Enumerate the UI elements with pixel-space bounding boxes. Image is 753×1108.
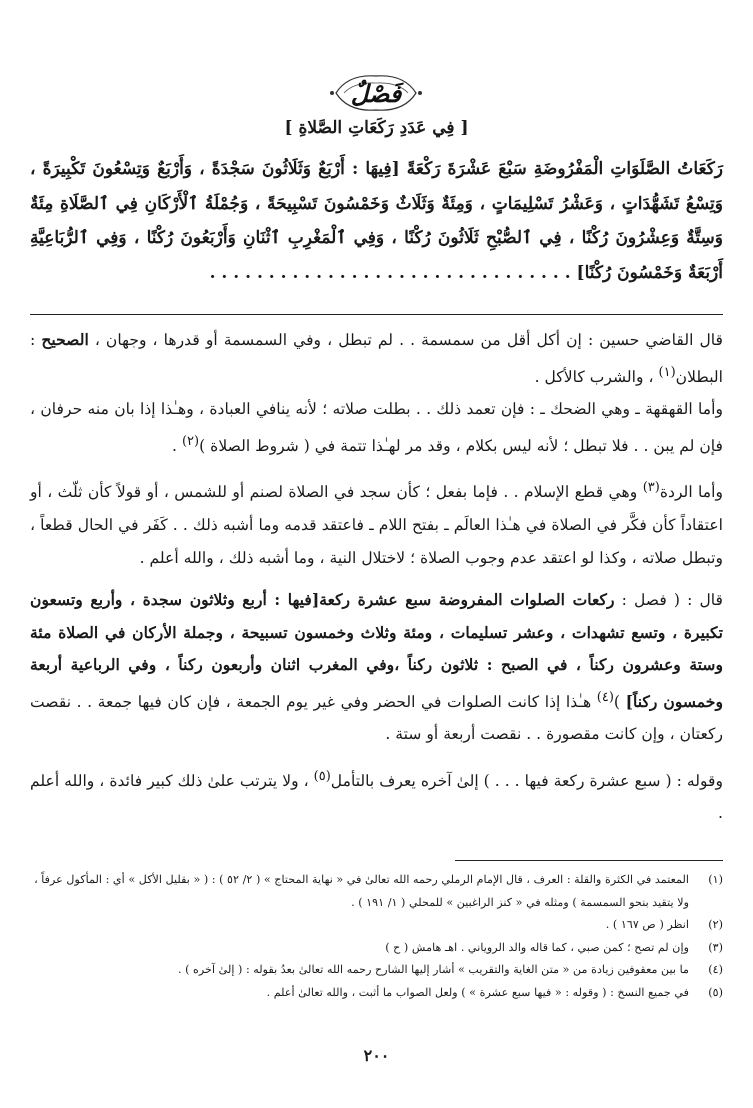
sharh-paragraph-1: [30, 324, 723, 393]
sharh-p4-text: قال : ( فصل :: [614, 591, 723, 610]
footnote-ref-2[interactable]: (٢): [181, 433, 200, 449]
footnote-number: (٣): [708, 940, 723, 954]
section-subheading: [ فِي عَدَدِ رَكَعَاتِ الصَّلاةِ ]: [284, 118, 469, 138]
sharh-paragraph-2: [30, 393, 723, 462]
footnote: [30, 959, 723, 982]
sharh-paragraph-4: [30, 584, 723, 751]
matn-text: [30, 152, 723, 290]
sharh-paragraph-3: [30, 472, 723, 574]
footnote-ref-3[interactable]: (٣): [642, 480, 660, 496]
footnote-number: (٤): [708, 963, 723, 976]
footnote-ref-5[interactable]: (٥): [313, 768, 331, 784]
sharh-p4-close: ): [613, 692, 626, 711]
footnote-text: ما بين معقوفين زيادة من « متن الغاية والتقريب » أشار إليها الشارح رحمه الله تعالىٰ بعدُ بقوله : ( إلىٰ آخره ) .: [177, 963, 689, 976]
footnote: [30, 869, 723, 914]
sharh-p2-text: وأما القهقهة ـ وهي الضحك ـ : فإن تعمد ذلك . . بطلت صلاته ؛ لأنه ينافي العبادة ، وهـٰذا إذا بان منه حرفان ، فإن لم يبن . . فلا تبطل ؛ لأنه ليس بكلام ، وقد مر لهـٰذا تتمة في ( شروط الصلاة ): [30, 400, 723, 455]
sharh-p1-bold: الصحيح: [41, 330, 89, 349]
sharh-p1-text-b: : البطلان: [30, 331, 723, 386]
footnote: [30, 914, 723, 937]
sharh-p5-text: وقوله : ( سبع عشرة ركعة فيها . . . ) إلىٰ آخره يعرف بالتأمل: [330, 771, 723, 790]
matn-paragraph: رَكَعَاتُ الصَّلَوَاتِ الْمَفْرُوضَةِ سَبْعَ عَشْرَةَ رَكْعَةً [فِيهَا : أَرْبَعٌ وَثَلَاثُونَ سَجْدَةً ، وَأَرْبَعٌ وَتِسْعُونَ تَكْبِيرَةً ، وَتِسْعُ تَشَهُّدَاتٍ ، وَعَشْرُ تَسْلِيمَاتٍ ، وَمِئَةٌ وَثَلَاثٌ وَخَمْسُونَ تَسْبِيحَةً ، وَجُمْلَةُ ٱلْأَرْكَانِ فِي ٱلصَّلَاةِ مِئَةٌ وَسِتَّةٌ وَعِشْرُونَ رُكْنًا ، فِي ٱلصُّبْحِ ثَلَاثُونَ رُكْنًا ، وَفِي ٱلْمَغْرِبِ ٱثْنَانِ وَأَرْبَعُونَ رُكْنًا ، وَفِي ٱلرُّبَاعِيَّةِ أَرْبَعَةٌ وَخَمْسُونَ رُكْنًا] . . . . . . . . . . . . . . . . . . . . . . . . . . . . . . .: [30, 159, 723, 283]
footnote-number: (٥): [708, 985, 723, 999]
footnote-divider: [455, 860, 723, 861]
sharh-p4-quoted-matn: ركعات الصلوات المفروضة سبع عشرة ركعة[فيها : أربع وثلاثون سجدة ، وأربع وتسعون تكبيرة ، وتسع تشهدات ، وعشر تسليمات ، ومئة وثلاث وخمسون تسبيحة ، وجملة الأركان في الصلاة مئة وستة وعشرون ركناً ، في الصبح : ثلاثون ركناً ،وفي المغرب اثنان وأربعون ركناً ، وفي الرباعية أربعة وخمسون ركناً]: [30, 590, 723, 711]
sharh-text: [30, 324, 723, 830]
sharh-p3-text: وأما الردة: [659, 483, 723, 502]
sharh-paragraph-5: [30, 761, 723, 830]
sharh-p2-end: .: [172, 436, 177, 455]
footnote-number: (١): [708, 873, 723, 886]
sharh-p1-text: قال القاضي حسين : إن أكل أقل من سمسمة . . لم تبطل ، وفي السمسمة أو قدرها ، وجهان ،: [94, 331, 723, 349]
main-divider: [30, 314, 723, 315]
sharh-p4-text-c: هـٰذا إذا كانت الصلوات في الحضر وفي غير يوم الجمعة ، فإن كان فيها جمعة . . نقصت ركعتان ، وإن كانت مقصورة . . نقصت أربعة أو ستة .: [30, 692, 723, 744]
footnote: [30, 937, 723, 960]
footnote-text: في جميع النسخ : ( وقوله : « فيها سبع عشرة » ) ولعل الصواب ما أثبت ، والله تعالىٰ أعلم .: [266, 985, 689, 999]
footnote-text: وإن لم تصح ؛ كمن صبي ، كما قاله والد الروياني . اهـ هامش ( ح ): [385, 940, 689, 954]
sharh-p5-text-b: ، ولا يترتب علىٰ ذلك كبير فائدة ، والله أعلم .: [30, 771, 723, 823]
footnote-ref-1[interactable]: (١): [658, 364, 676, 380]
footnote: [30, 982, 723, 1005]
footnote-text: المعتمد في الكثرة والقلة : العرف ، قال الإمام الرملي رحمه الله تعالىٰ في « نهاية المحتاج » ( ٢/ ٥٢ ) : ( « بقليل الأكل » أي : المأكول عرفاً ، ولا يتقيد بنحو السمسمة ) ومثله في « كنز الراغبين » للمحلي ( ١/ ١٩١ ) .: [34, 873, 689, 909]
footnote-ref-4[interactable]: (٤): [596, 689, 614, 705]
footnote-number: (٢): [708, 918, 723, 931]
footnote-text: انظر ( ص ١٦٧ ) .: [605, 918, 689, 931]
footnotes: [30, 869, 723, 1004]
chapter-ornament: [326, 70, 426, 116]
chapter-title: فَصْلٌ: [350, 78, 402, 108]
page-number: ٢٠٠: [363, 1046, 390, 1065]
sharh-p3-text-b: وهي قطع الإسلام . . فإما بفعل ؛ كأن سجد في الصلاة لصنم أو للشمس ، أو قولاً كأن ثلّث ، أو اعتقاداً كأن فكَّر في الصلاة في هـٰذا العالَم ـ بفتح اللام ـ فاعتقد قدمه وما أشبه ذلك . . كَفَر في الحال قطعاً ، وتبطل صلاته ، وكذا لو اعتقد عدم وجوب الصلاة ؛ لاختلال النية ، وما أشبه ذلك ، والله أعلم .: [30, 483, 723, 567]
sharh-p1-text-c: ، والشرب كالأكل .: [534, 367, 654, 386]
